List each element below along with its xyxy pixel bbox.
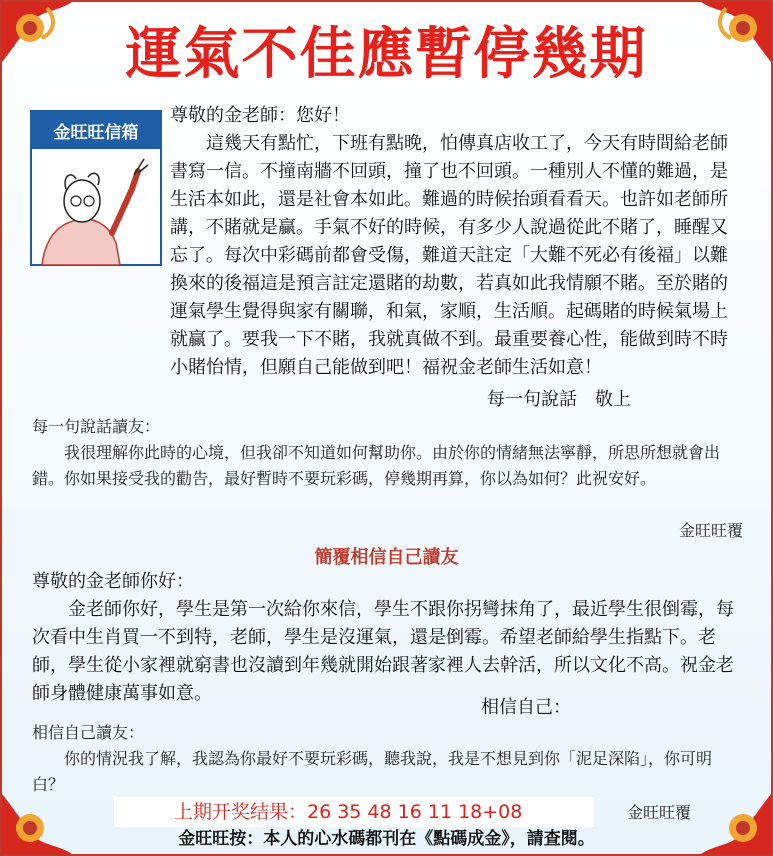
- page-title: 運氣不佳應暫停幾期: [125, 22, 648, 87]
- professor-illustration-icon: [32, 149, 156, 265]
- reply1-signature: 金旺旺覆: [678, 521, 743, 540]
- letter2-greeting: 尊敬的金老師你好：: [32, 571, 194, 592]
- column-logo: [30, 110, 162, 266]
- reply2-signature: 金旺旺覆: [626, 803, 691, 822]
- reply1-greeting: 每一句說話讀友：: [32, 417, 161, 436]
- reply2-body: 你的情況我了解，我認為你最好不要玩彩碼，聽我說，我是不想見到你「泥足深陷」，你可明白？: [32, 749, 713, 794]
- reply2-greeting: 相信自己讀友：: [32, 723, 145, 742]
- letter2-body: 金老師你好，學生是第一次給你來信，學生不跟你拐彎抹角了，最近學生很倒霉，每次看中生肖買一不到特，老師，學生是沒運氣，還是倒霉。希望老師給學生指點下。老師，學生從小家裡就窮書也沒讀到年幾就開始跟著家裡人去幹活，所以文化不高。祝金老師身體健康萬事如意。: [32, 599, 734, 704]
- reply1-body: 我很理解你此時的心境，但我卻不知道如何幫助你。由於你的情緒無法寧靜，所思所想就會出錯。你如果接受我的勸告，最好暫時不要玩彩碼，停幾期再算，你以為如何？此祝安好。: [32, 443, 721, 488]
- letter1-body: 這幾天有點忙，下班有點晚，怕傳真店收工了，今天有時間給老師書寫一信。不撞南牆不回頭，撞了也不回頭。一種別人不懂的難過，是生活本如此，還是社會本如此。難過的時候抬頭看看天。也許如老師所講，不賭就是贏。手氣不好的時候，有多少人說過從此不賭了，睡醒又忘了。每次中彩碼前都會受傷，難道天註定「大難不死必有後福」以難換來的後福這是預言註定還賭的劫數，若真如此我情願不賭。至於賭的運氣學生覺得與家有關聯，和氣，家順，生活順。起碼賭的時候氣場上就贏了。要我一下不賭，我就真做不到。最重要養心性，能做到時不時小賭怡情，但願自己能做到吧！福祝金老師生活如意！: [170, 133, 728, 378]
- footer-note: 金旺旺按：本人的心水碼都刊在《點碼成金》，請查閱。: [178, 829, 595, 849]
- letter2-signature: 相信自己：: [481, 697, 571, 718]
- lottery-result: 上期开奖结果：26 35 48 16 11 18+08: [114, 797, 594, 827]
- column-label: 金旺旺信箱: [32, 112, 160, 149]
- letter1-greeting: 尊敬的金老師：您好！: [170, 105, 350, 126]
- letter1-signature: 每一句說話 敬上: [487, 389, 631, 410]
- section-subhead: 簡覆相信自己讀友: [314, 547, 459, 568]
